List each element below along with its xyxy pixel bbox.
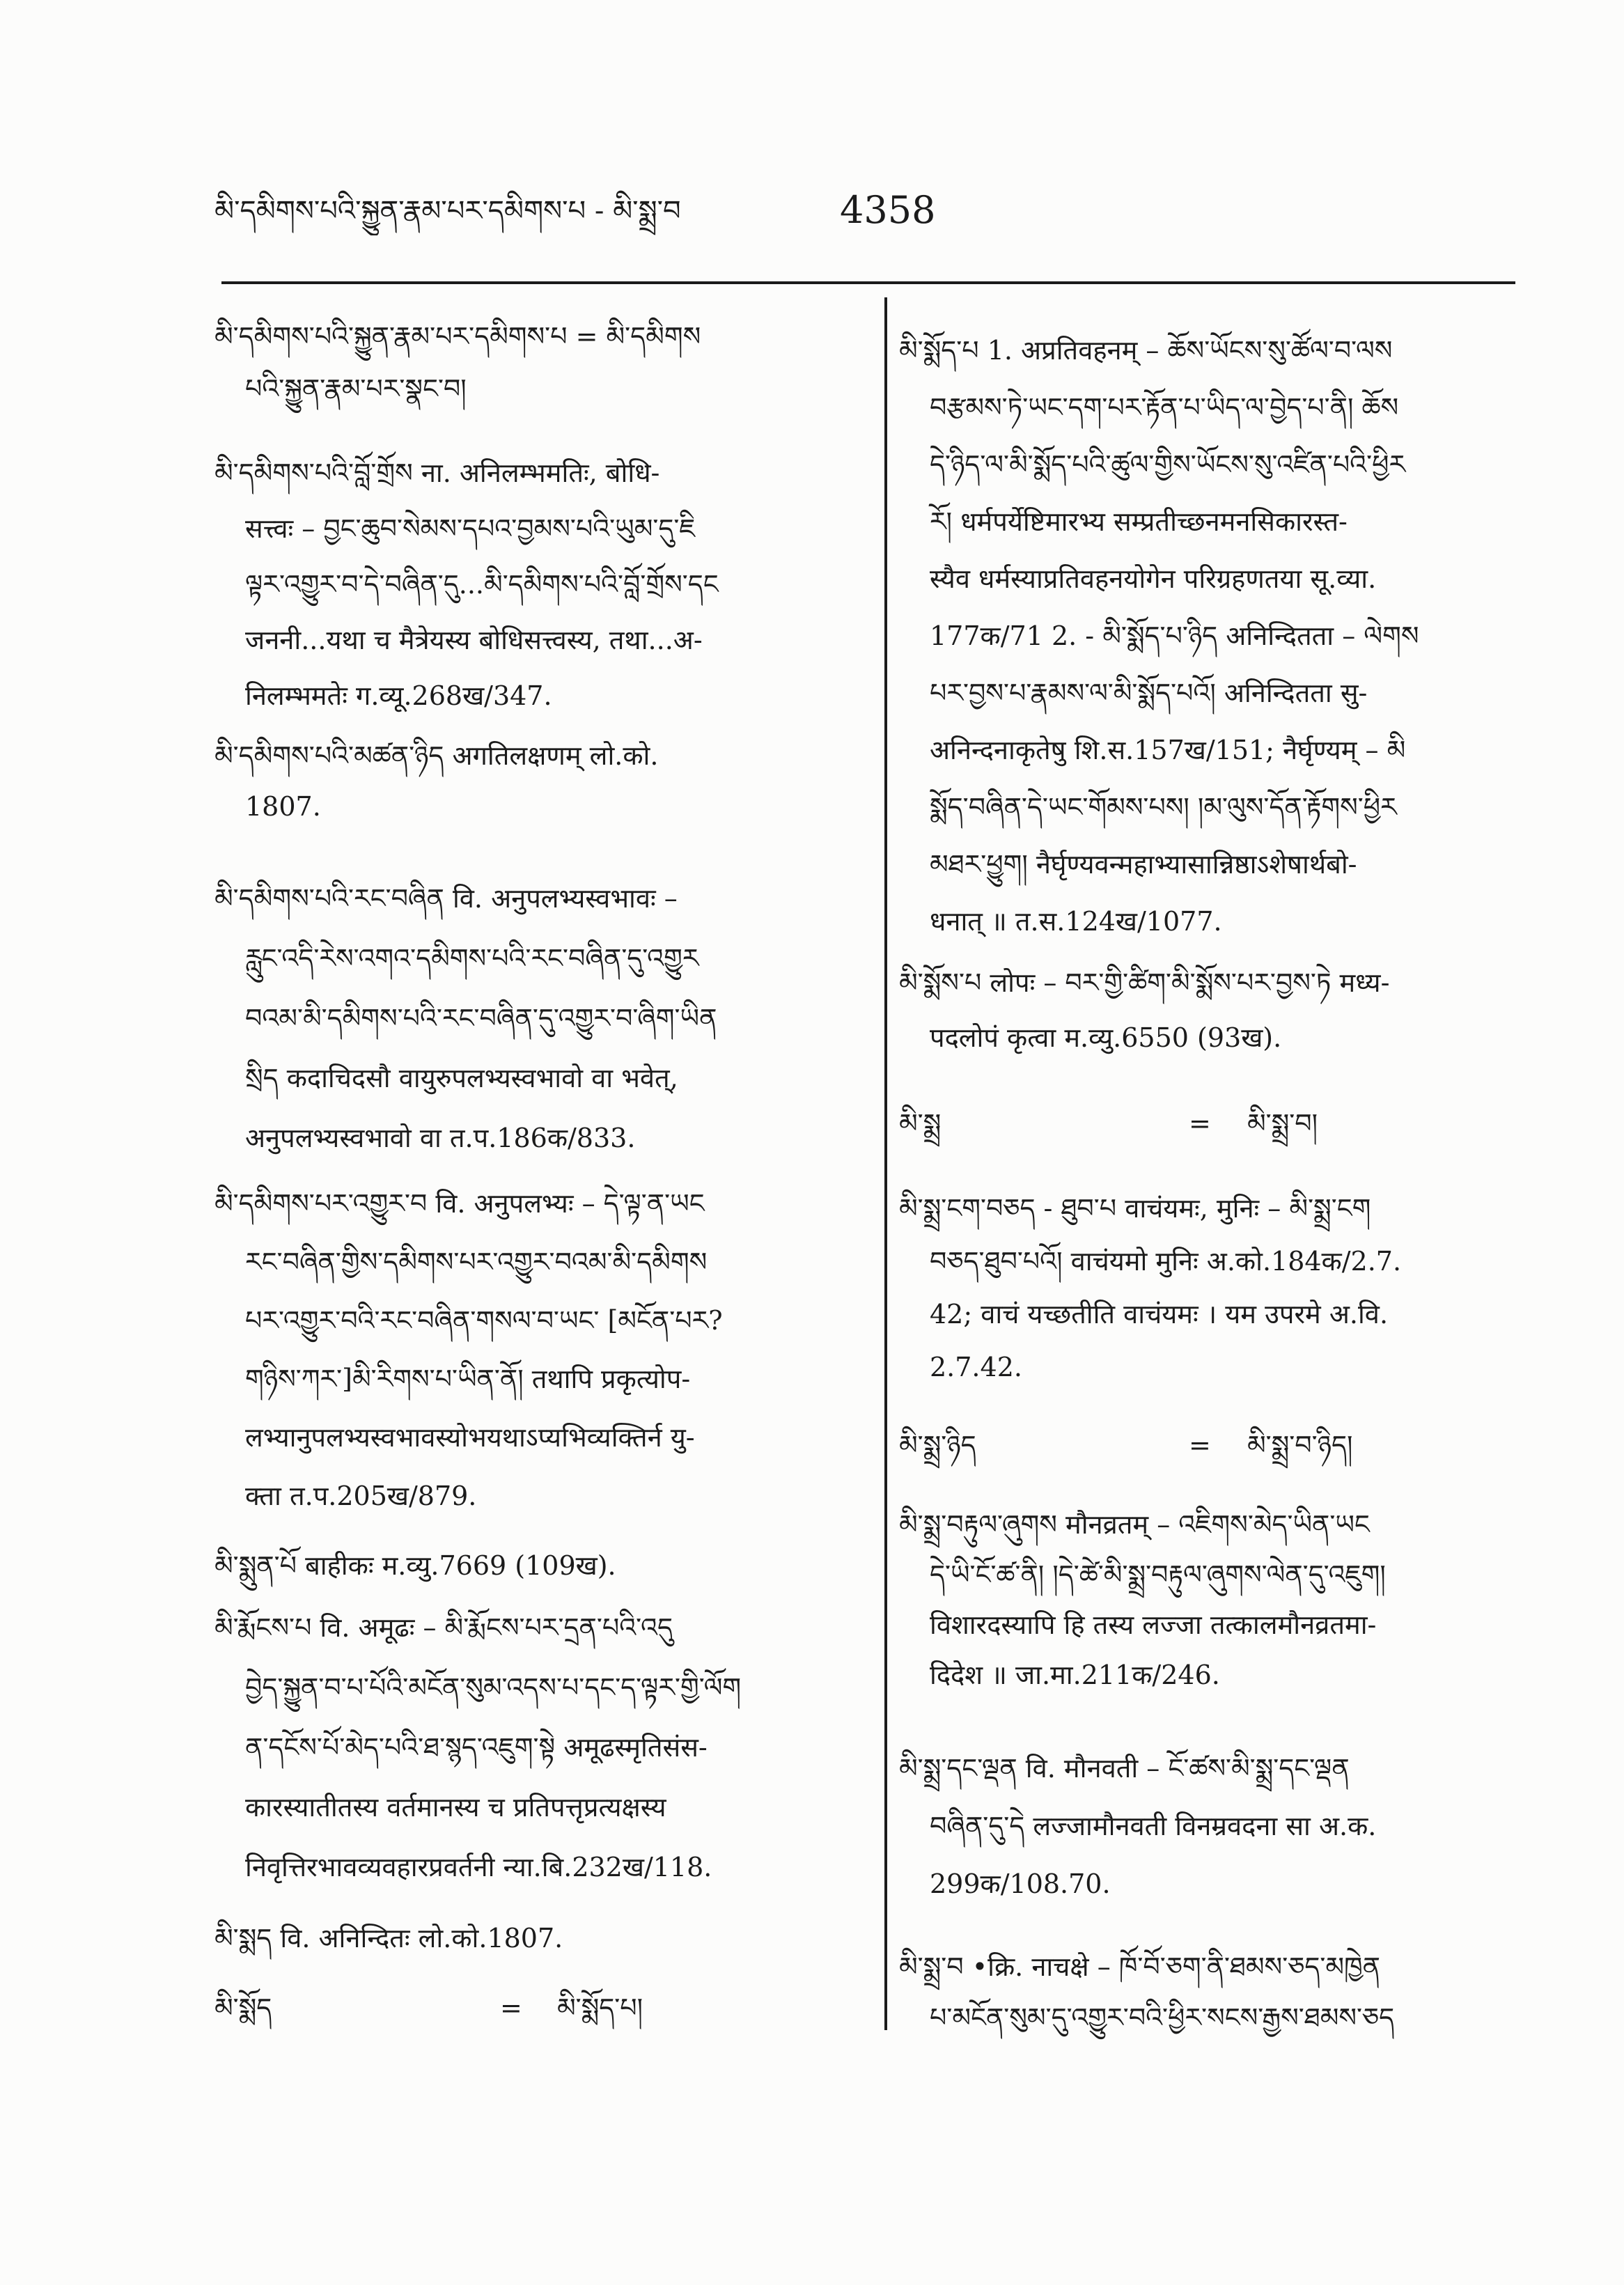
dictionary-entry: [214, 1598, 859, 1897]
entry-headline: མི་སྨྲ་ངག་བཅད - ཐུབ་པ वाचंयमः, मुनिः – མི་སྨྲ་ངག: [899, 1193, 1371, 1224]
entry-line: निलम्भमतेः ग.व्यू.268ख/347.: [245, 680, 552, 711]
entry-headline: མི་དམིགས་པའི་རང་བཞིན वि. अनुपलभ्यस्वभावः –: [214, 883, 678, 914]
entry-line: अनिन्दनाकृतेषु शि.स.157ख/151; नैर्घृण्यम् – མི: [930, 735, 1406, 765]
running-header: མི་དམིགས་པའི་སྐྱུན་རྣམ་པར་དམིགས་པ - མི་སྨྲ་བ: [214, 195, 681, 227]
entry-line: བརྩམས་ཏེ་ཡང་དག་པར་རྟོན་པ་ཡིད་ལ་བྱེད་པ་ནི། ཆོས: [930, 392, 1399, 423]
entry-line: བཞིན་དུ་དེ लज्जामौनवती विनम्रवदना सा अ.क.: [930, 1811, 1377, 1841]
dictionary-entry: [214, 311, 859, 415]
entry-line: བའམ་མི་དམིགས་པའི་རང་བཞིན་དུ་འགྱུར་བ་ཞིག་ཡིན: [245, 1003, 717, 1034]
dictionary-entry: [214, 1174, 859, 1525]
cross-reference: [899, 1419, 1516, 1471]
entry-line: अनुपलभ्यस्वभावो वा त.प.186क/833.: [245, 1123, 636, 1153]
cross-reference-entry: [899, 1098, 1516, 1149]
xref-target: མི་སྨོད་པ།: [557, 1992, 643, 2023]
dictionary-entry: [214, 1540, 859, 1591]
entry-headline: མི་དམིགས་པའི་སྐྱུན་རྣམ་པར་དམིགས་པ = མི་དམིགས: [214, 321, 701, 352]
entry-line: 299क/108.70.: [930, 1869, 1111, 1899]
entry-line: རོ། धर्मपर्येष्टिमारभ्य सम्प्रतीच्छनमनसिकारस्त-: [930, 506, 1348, 537]
entry-line: པའི་སྐྱུན་རྣམ་པར་སྣང་བ།: [245, 373, 467, 404]
left-column: [214, 0, 859, 2285]
cross-reference: [899, 1098, 1516, 1149]
dictionary-entry: [899, 1942, 1516, 2043]
dictionary-entry: [214, 731, 859, 832]
entry-line: कारस्यातीतस्य वर्तमानस्य च प्रतिपत्तृप्रत्यक्षस्य: [245, 1792, 666, 1823]
entry-line: जननी...यथा च मैत्रेयस्य बोधिसत्त्वस्य, तथा...अ-: [245, 625, 703, 655]
entry-line: རླུང་འདི་རེས་འགའ་དམིགས་པའི་རང་བཞིན་དུ་འགྱུར: [245, 943, 699, 974]
entry-headline: མི་སྨོད་པ 1. अप्रतिवहनम् – ཆོས་ཡོངས་སུ་ཚོལ་བ་ལས: [899, 335, 1393, 366]
entry-line: གཉིས་ཀར་]མི་རིགས་པ་ཡིན་ནོ། तथापि प्रकृत्योप-: [245, 1364, 691, 1394]
entry-line: 42; वाचं यच्छतीति वाचंयमः । यम उपरमे अ.वि.: [930, 1299, 1389, 1329]
dictionary-entry: [214, 445, 859, 724]
cross-reference: [214, 1982, 859, 2034]
dictionary-entry: [214, 868, 859, 1168]
entry-line: सत्त्वः – བྱང་ཆུབ་སེམས་དཔའ་བྱམས་པའི་ཡུམ་དུ་ཇི: [245, 513, 696, 544]
entry-line: विशारदस्यापि हि तस्य लज्जा तत्कालमौनव्रतमा-: [930, 1609, 1377, 1640]
entry-headline: མི་སྨོས་པ लोपः – བར་གྱི་ཚིག་མི་སྨོས་པར་བྱས་ཏེ मध्य-: [899, 967, 1390, 998]
page-number: 4358: [840, 188, 936, 232]
column-divider: [884, 297, 887, 2030]
entry-headline: མི་སྨྲ་བ •क्रि. नाचक्षे – ཁོ་བོ་ཅག་ནི་ཐམས་ཅད་མཁྱེན: [899, 1951, 1380, 1982]
cross-reference-entry: [214, 1982, 859, 2034]
xref-target: མི་སྨྲ་བ།: [1247, 1108, 1318, 1139]
entry-line: दिदेश ॥ जा.मा.211क/246.: [930, 1660, 1220, 1690]
entry-headline: མི་དམིགས་པའི་བློ་གྲོས ना. अनिलम्भमतिः, बोधि-: [214, 458, 660, 488]
entry-line: པར་འགྱུར་བའི་རང་བཞིན་གསལ་བ་ཡང་ [མངོན་པར?: [245, 1305, 723, 1336]
entry-line: निवृत्तिरभावव्यवहारप्रवर्तनी न्या.बि.232ख/118.: [245, 1852, 712, 1882]
xref-headword: མི་སྨོད: [214, 1992, 272, 2023]
dictionary-entry: [899, 956, 1516, 1066]
cross-reference-entry: [899, 1419, 1516, 1471]
entry-headline: མི་སྨྲ་དང་ལྡན वि. मौनवती – ངོ་ཚས་མི་སྨྲ་དང་ལྡན: [899, 1753, 1350, 1784]
entry-line: 1807.: [245, 791, 321, 822]
entry-line: བཅད་ཐུབ་པའོ། वाचंयमो मुनिः अ.को.184क/2.7.: [930, 1246, 1402, 1277]
entry-headline: མི་དམིགས་པར་འགྱུར་བ वि. अनुपलभ्यः – དེ་ལྟ་ན་ཡང: [214, 1188, 705, 1219]
dictionary-entry: [899, 322, 1516, 950]
entry-line: པ་མངོན་སུམ་དུ་འགྱུར་བའི་ཕྱིར་སངས་རྒྱས་ཐམས་ཅད: [930, 2002, 1395, 2033]
entry-line: 177क/71 2. - མི་སྨོད་པ་ཉིད अनिन्दितता – ལེགས: [930, 621, 1419, 651]
dictionary-entry: [214, 1912, 859, 1964]
dictionary-entry: [899, 1499, 1516, 1700]
entry-line: लभ्यानुपलभ्यस्वभावस्योभयथाऽप्यभिव्यक्तिर्न यु-: [245, 1422, 695, 1453]
entry-line: མཐར་ཕྱུག། नैर्घृण्यवन्महाभ्यासान्निष्ठाऽशेषार्थबो-: [930, 849, 1357, 880]
entry-line: རང་བཞིན་གྱིས་དམིགས་པར་འགྱུར་བའམ་མི་དམིགས: [245, 1247, 708, 1277]
entry-line: ལྟར་འགྱུར་བ་དེ་བཞིན་དུ...མི་དམིགས་པའི་བློ་གྲོས་དང: [245, 569, 719, 600]
dictionary-entry: [899, 1182, 1516, 1394]
xref-equals-sign: =: [1189, 1430, 1211, 1460]
entry-line: ན་དངོས་པོ་མེད་པའི་ཐ་སྙད་འཇུག་སྟེ अमूढस्मृतिसंस-: [245, 1732, 708, 1763]
entry-headline: མི་སྨད वि. अनिन्दितः लो.को.1807.: [214, 1923, 563, 1953]
entry-line: धनात् ॥ त.स.124ख/1077.: [930, 906, 1222, 937]
right-column: [899, 0, 1516, 2285]
entry-line: पदलोपं कृत्वा म.व्यु.6550 (93ख).: [930, 1022, 1282, 1053]
xref-headword: མི་སྨྲ: [899, 1108, 942, 1139]
entry-headline: མི་སྨུན་པོ बाहीकः म.व्यु.7669 (109ख).: [214, 1550, 616, 1581]
entry-line: 2.7.42.: [930, 1352, 1022, 1382]
xref-equals-sign: =: [500, 1992, 522, 2023]
dictionary-entry: [899, 1740, 1516, 1913]
entry-line: སྲིད कदाचिदसौ वायुरुपलभ्यस्वभावो वा भवेत्,: [245, 1063, 678, 1093]
entry-headline: མི་རྨོངས་པ वि. अमूढः – མི་རྨོངས་པར་དྲན་པའི་འདུ: [214, 1612, 673, 1643]
entry-line: པར་བྱས་པ་རྣམས་ལ་མི་སྨོད་པའོ། अनिन्दितता सु-: [930, 678, 1368, 708]
entry-headline: མི་དམིགས་པའི་མཚན་ཉིད अगतिलक्षणम् लो.को.: [214, 740, 659, 771]
xref-target: མི་སྨྲ་བ་ཉིད།: [1247, 1430, 1353, 1460]
entry-line: བྱེད་སྐྱུན་བ་པ་པོའི་མངོན་སུམ་འདས་པ་དང་ད་ལྟར་གྱི་ལོག: [245, 1672, 742, 1703]
xref-equals-sign: =: [1189, 1108, 1211, 1139]
entry-line: དེ་ཉིད་ལ་མི་སྨོད་པའི་ཚུལ་གྱིས་ཡོངས་སུ་འཛིན་པའི་ཕྱིར: [930, 449, 1406, 480]
entry-line: སྨོད་བཞིན་དེ་ཡང་གོམས་པས། །མ་ལུས་དོན་རྟོགས་ཕྱིར: [930, 792, 1397, 822]
entry-headline: མི་སྨྲ་བརྟུལ་ཞུགས मौनव्रतम् – འཇིགས་མེད་ཡིན་ཡང: [899, 1509, 1370, 1540]
entry-line: क्ता त.प.205ख/879.: [245, 1481, 477, 1511]
xref-headword: མི་སྨྲ་ཉིད: [899, 1430, 976, 1460]
entry-line: དེ་ཡི་ངོ་ཚ་ནི། །དེ་ཚེ་མི་སྨྲ་བརྟུལ་ཞུགས་ལེན་དུ་འཇུག།: [930, 1559, 1386, 1590]
entry-line: स्यैव धर्मस्याप्रतिवहनयोगेन परिग्रहणतया सू.व्या.: [930, 563, 1377, 594]
